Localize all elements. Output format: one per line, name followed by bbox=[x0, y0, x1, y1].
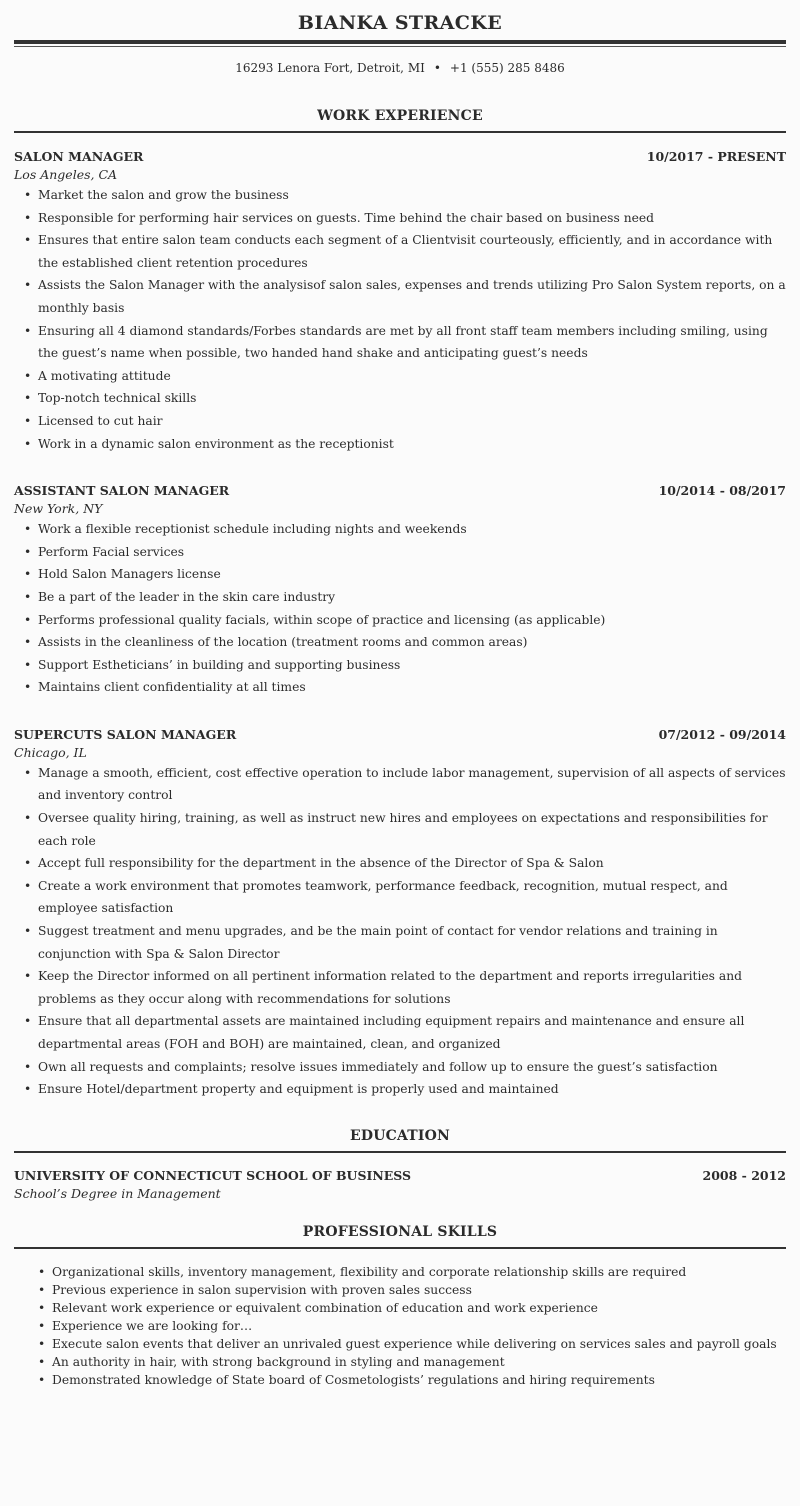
skill-item: • Organizational skills, inventory management, flexibility and corporate relationship skills are required bbox=[52, 1263, 800, 1281]
header-rule-thin bbox=[14, 46, 786, 47]
skill-item: • Previous experience in salon supervision with proven sales success bbox=[52, 1281, 800, 1299]
header-rule-thick bbox=[14, 40, 786, 44]
job-bullet: • Ensuring all 4 diamond standards/Forbes standards are met by all front staff team members including smiling, using the guest’s name when possible, two handed hand shake and anticipating guest’s needs bbox=[38, 320, 786, 365]
job-dates: 10/2014 - 08/2017 bbox=[658, 483, 786, 499]
job-bullet: • Top-notch technical skills bbox=[38, 387, 786, 410]
job-bullet: • Work a flexible receptionist schedule including nights and weekends bbox=[38, 518, 786, 541]
job-entry bbox=[14, 726, 786, 1101]
job-bullet: • Assists in the cleanliness of the location (treatment rooms and common areas) bbox=[38, 631, 786, 654]
job-bullet: • Support Estheticians’ in building and supporting business bbox=[38, 654, 786, 677]
skills-section bbox=[0, 1221, 800, 1389]
job-bullet: • Ensure that all departmental assets are maintained including equipment repairs and maintenance and ensure all departmental areas (FOH and BOH) are maintained, clean, and organized bbox=[38, 1010, 786, 1055]
job-bullet: • Suggest treatment and menu upgrades, and be the main point of contact for vendor relations and training in conjunction with Spa & Salon Director bbox=[38, 920, 786, 965]
job-bullet: • Maintains client confidentiality at all times bbox=[38, 676, 786, 699]
job-bullet: • Market the salon and grow the business bbox=[38, 184, 786, 207]
job-bullet: • Assists the Salon Manager with the analysisof salon sales, expenses and trends utilizing Pro Salon System reports, on a monthly basis bbox=[38, 274, 786, 319]
candidate-name: BIANKA STRACKE bbox=[297, 12, 503, 34]
contact-separator: • bbox=[433, 61, 441, 75]
skill-item: • Demonstrated knowledge of State board of Cosmetologists’ regulations and hiring requirements bbox=[52, 1371, 800, 1389]
school-name: UNIVERSITY OF CONNECTICUT SCHOOL OF BUSINESS bbox=[14, 1167, 412, 1183]
work-experience-rule bbox=[14, 131, 786, 133]
job-bullet: • A motivating attitude bbox=[38, 365, 786, 388]
job-dates: 07/2012 - 09/2014 bbox=[658, 726, 786, 742]
job-bullet: • Perform Facial services bbox=[38, 541, 786, 564]
education-entry bbox=[14, 1167, 786, 1203]
job-bullet: • Ensures that entire salon team conducts each segment of a Clientvisit courteously, efficiently, and in accordance with the established client retention procedures bbox=[38, 229, 786, 274]
education-title: EDUCATION bbox=[349, 1127, 451, 1144]
job-title: SALON MANAGER bbox=[14, 149, 144, 164]
job-dates: 10/2017 - PRESENT bbox=[646, 149, 786, 164]
skills-title: PROFESSIONAL SKILLS bbox=[302, 1223, 498, 1240]
job-header bbox=[14, 726, 786, 744]
education-header bbox=[14, 1167, 786, 1185]
skills-rule bbox=[14, 1247, 786, 1249]
job-entry bbox=[14, 148, 786, 455]
job-entry bbox=[14, 482, 786, 699]
job-title: SUPERCUTS SALON MANAGER bbox=[14, 726, 237, 742]
job-bullet: • Oversee quality hiring, training, as well as instruct new hires and employees on expectations and responsibilities for each role bbox=[38, 807, 786, 852]
education-rule bbox=[14, 1151, 786, 1153]
degree: School’s Degree in Management bbox=[14, 1185, 221, 1201]
job-bullet: • Hold Salon Managers license bbox=[38, 563, 786, 586]
work-experience-title: WORK EXPERIENCE bbox=[317, 108, 483, 124]
phone: +1 (555) 285 8486 bbox=[449, 61, 565, 75]
job-header bbox=[14, 148, 786, 166]
address: 16293 Lenora Fort, Detroit, MI bbox=[235, 61, 425, 75]
job-location: Los Angeles, CA bbox=[14, 167, 118, 182]
education-section bbox=[0, 1125, 800, 1203]
contact-line bbox=[0, 59, 800, 77]
job-header bbox=[14, 482, 786, 500]
skill-item: • Execute salon events that deliver an unrivaled guest experience while delivering on services sales and payroll goals bbox=[52, 1335, 800, 1353]
job-location: New York, NY bbox=[14, 501, 103, 517]
skill-item: • Relevant work experience or equivalent combination of education and work experience bbox=[52, 1299, 800, 1317]
job-bullets bbox=[14, 518, 786, 699]
skill-item: • An authority in hair, with strong background in styling and management bbox=[52, 1353, 800, 1371]
job-bullets bbox=[14, 184, 786, 455]
job-bullet: • Keep the Director informed on all pertinent information related to the department and reports irregularities and problems as they occur along with recommendations for solutions bbox=[38, 965, 786, 1010]
job-bullet: • Performs professional quality facials, within scope of practice and licensing (as applicable) bbox=[38, 609, 786, 632]
job-bullet: • Create a work environment that promotes teamwork, performance feedback, recognition, mutual respect, and employee satisfaction bbox=[38, 875, 786, 920]
job-bullet: • Responsible for performing hair services on guests. Time behind the chair based on business need bbox=[38, 207, 786, 230]
job-bullet: • Be a part of the leader in the skin care industry bbox=[38, 586, 786, 609]
education-dates: 2008 - 2012 bbox=[702, 1167, 786, 1183]
work-experience-section bbox=[0, 105, 800, 1101]
job-bullet: • Manage a smooth, efficient, cost effective operation to include labor management, supervision of all aspects of services and inventory control bbox=[38, 762, 786, 807]
job-bullet: • Own all requests and complaints; resolve issues immediately and follow up to ensure the guest’s satisfaction bbox=[38, 1056, 786, 1079]
job-location: Chicago, IL bbox=[14, 744, 87, 760]
skills-list bbox=[0, 1263, 800, 1389]
job-title: ASSISTANT SALON MANAGER bbox=[14, 483, 230, 499]
job-bullet: • Work in a dynamic salon environment as the receptionist bbox=[38, 433, 786, 456]
job-bullet: • Ensure Hotel/department property and equipment is properly used and maintained bbox=[38, 1078, 786, 1101]
job-bullet: • Accept full responsibility for the department in the absence of the Director of Spa & Salon bbox=[38, 852, 786, 875]
skill-item: • Experience we are looking for… bbox=[52, 1317, 800, 1335]
job-bullet: • Licensed to cut hair bbox=[38, 410, 786, 433]
job-bullets bbox=[14, 762, 786, 1101]
